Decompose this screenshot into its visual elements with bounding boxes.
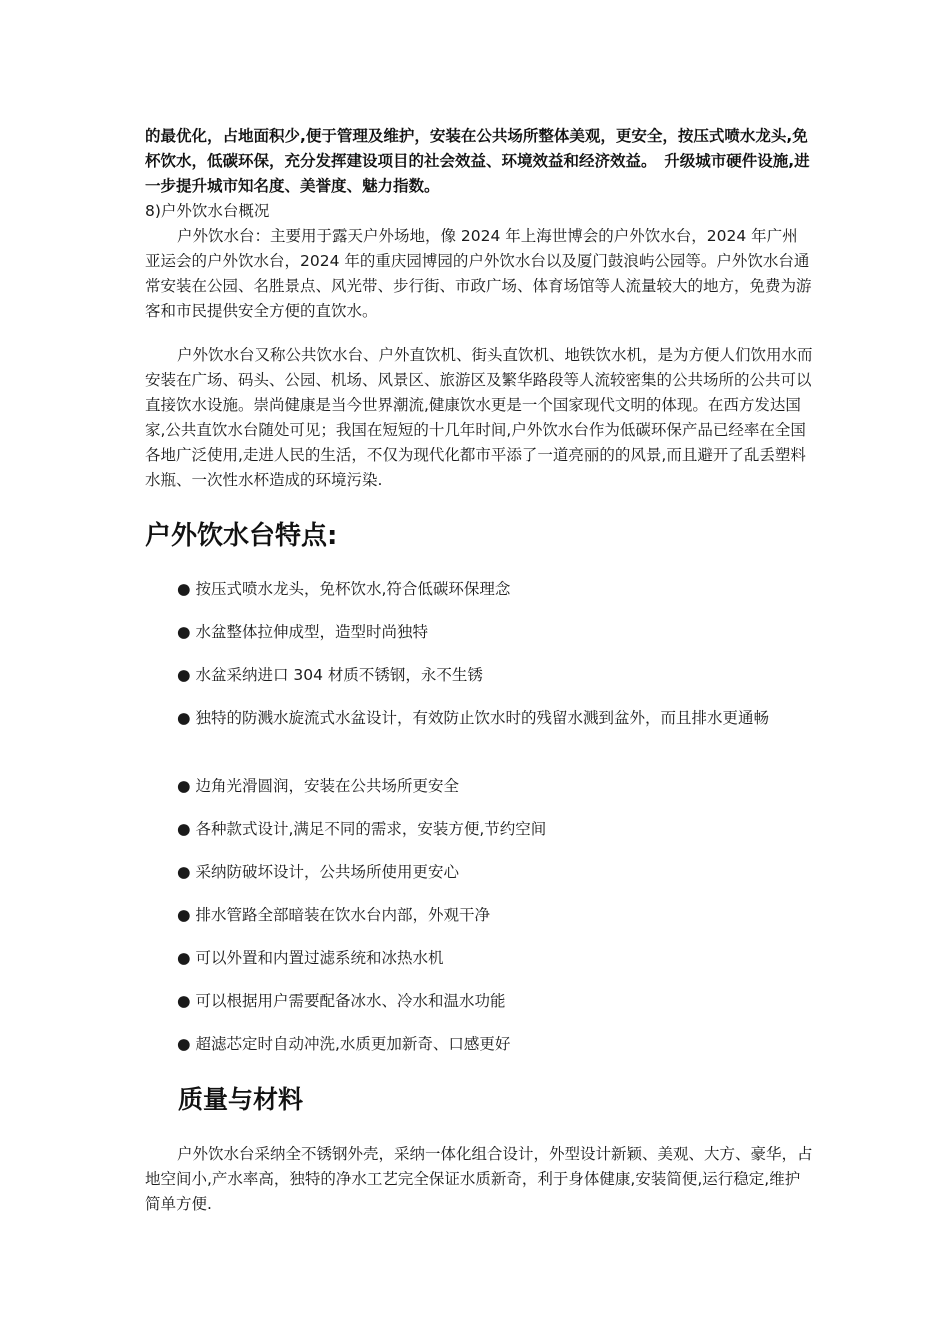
feature-item: ● 水盆整体拉伸成型，造型时尚独特 bbox=[177, 623, 428, 641]
overview-paragraph-2: 户外饮水台又称公共饮水台、户外直饮机、街头直饮机、地铁饮水机，是为方便人们饮用水而安装在广场、码头、公园、机场、风景区、旅游区及繁华路段等人流较密集的公共场所的公共可以直接饮水设施。崇尚健康是当今世界潮流,健康饮水更是一个国家现代文明的体现。在西方发达国家,公共直饮水台随处可见；我国在短短的十几年时间,户外饮水台作为低碳环保产品已经率在全国各地广泛使用,走进人民的生活，不仅为现代化都市平添了一道亮丽的的风景,而且避开了乱丢塑料水瓶、一次性水杯造成的环境污染. bbox=[145, 346, 813, 489]
quality-paragraph: 户外饮水台采纳全不锈钢外壳，采纳一体化组合设计，外型设计新颖、美观、大方、豪华，占地空间小,产水率高，独特的净水工艺完全保证水质新奇，利于身体健康,安装简便,运行稳定,维护简单方便. bbox=[145, 1145, 813, 1213]
feature-item: ● 按压式喷水龙头，免杯饮水,符合低碳环保理念 bbox=[177, 580, 511, 598]
feature-item: ● 边角光滑圆润，安装在公共场所更安全 bbox=[177, 777, 459, 795]
feature-item: ● 各种款式设计,满足不同的需求，安装方便,节约空间 bbox=[177, 820, 547, 838]
feature-item: ● 排水管路全部暗装在饮水台内部，外观干净 bbox=[177, 906, 490, 924]
features-heading: 户外饮水台特点: bbox=[145, 521, 338, 551]
intro-paragraph: 的最优化，占地面积少,便于管理及维护，安装在公共场所整体美观，更安全，按压式喷水龙头,免杯饮水，低碳环保，充分发挥建设项目的社会效益、环境效益和经济效益。 升级城市硬件设施,进一步提升城市知名度、美誉度、魅力指数。 bbox=[145, 127, 810, 195]
feature-item: ● 采纳防破坏设计，公共场所使用更安心 bbox=[177, 863, 459, 881]
quality-heading: 质量与材料 bbox=[178, 1085, 304, 1114]
overview-heading: 8)户外饮水台概况 bbox=[145, 202, 270, 220]
feature-item: ● 可以外置和内置过滤系统和冰热水机 bbox=[177, 949, 444, 967]
feature-item: ● 超滤芯定时自动冲洗,水质更加新奇、口感更好 bbox=[177, 1035, 511, 1053]
feature-item: ● 水盆采纳进口 304 材质不锈钢，永不生锈 bbox=[177, 666, 483, 684]
feature-item: ● 独特的防溅水旋流式水盆设计，有效防止饮水时的残留水溅到盆外，而且排水更通畅 bbox=[177, 709, 769, 727]
feature-item: ● 可以根据用户需要配备冰水、冷水和温水功能 bbox=[177, 992, 506, 1010]
overview-paragraph-1: 户外饮水台：主要用于露天户外场地，像 2024 年上海世博会的户外饮水台，2024 年广州亚运会的户外饮水台，2024 年的重庆园博园的户外饮水台以及厦门鼓浪屿公园等。户外饮水台通常安装在公园、名胜景点、风光带、步行街、市政广场、体育场馆等人流量较大的地方，免费为游客和市民提供安全方便的直饮水。 bbox=[145, 227, 812, 320]
